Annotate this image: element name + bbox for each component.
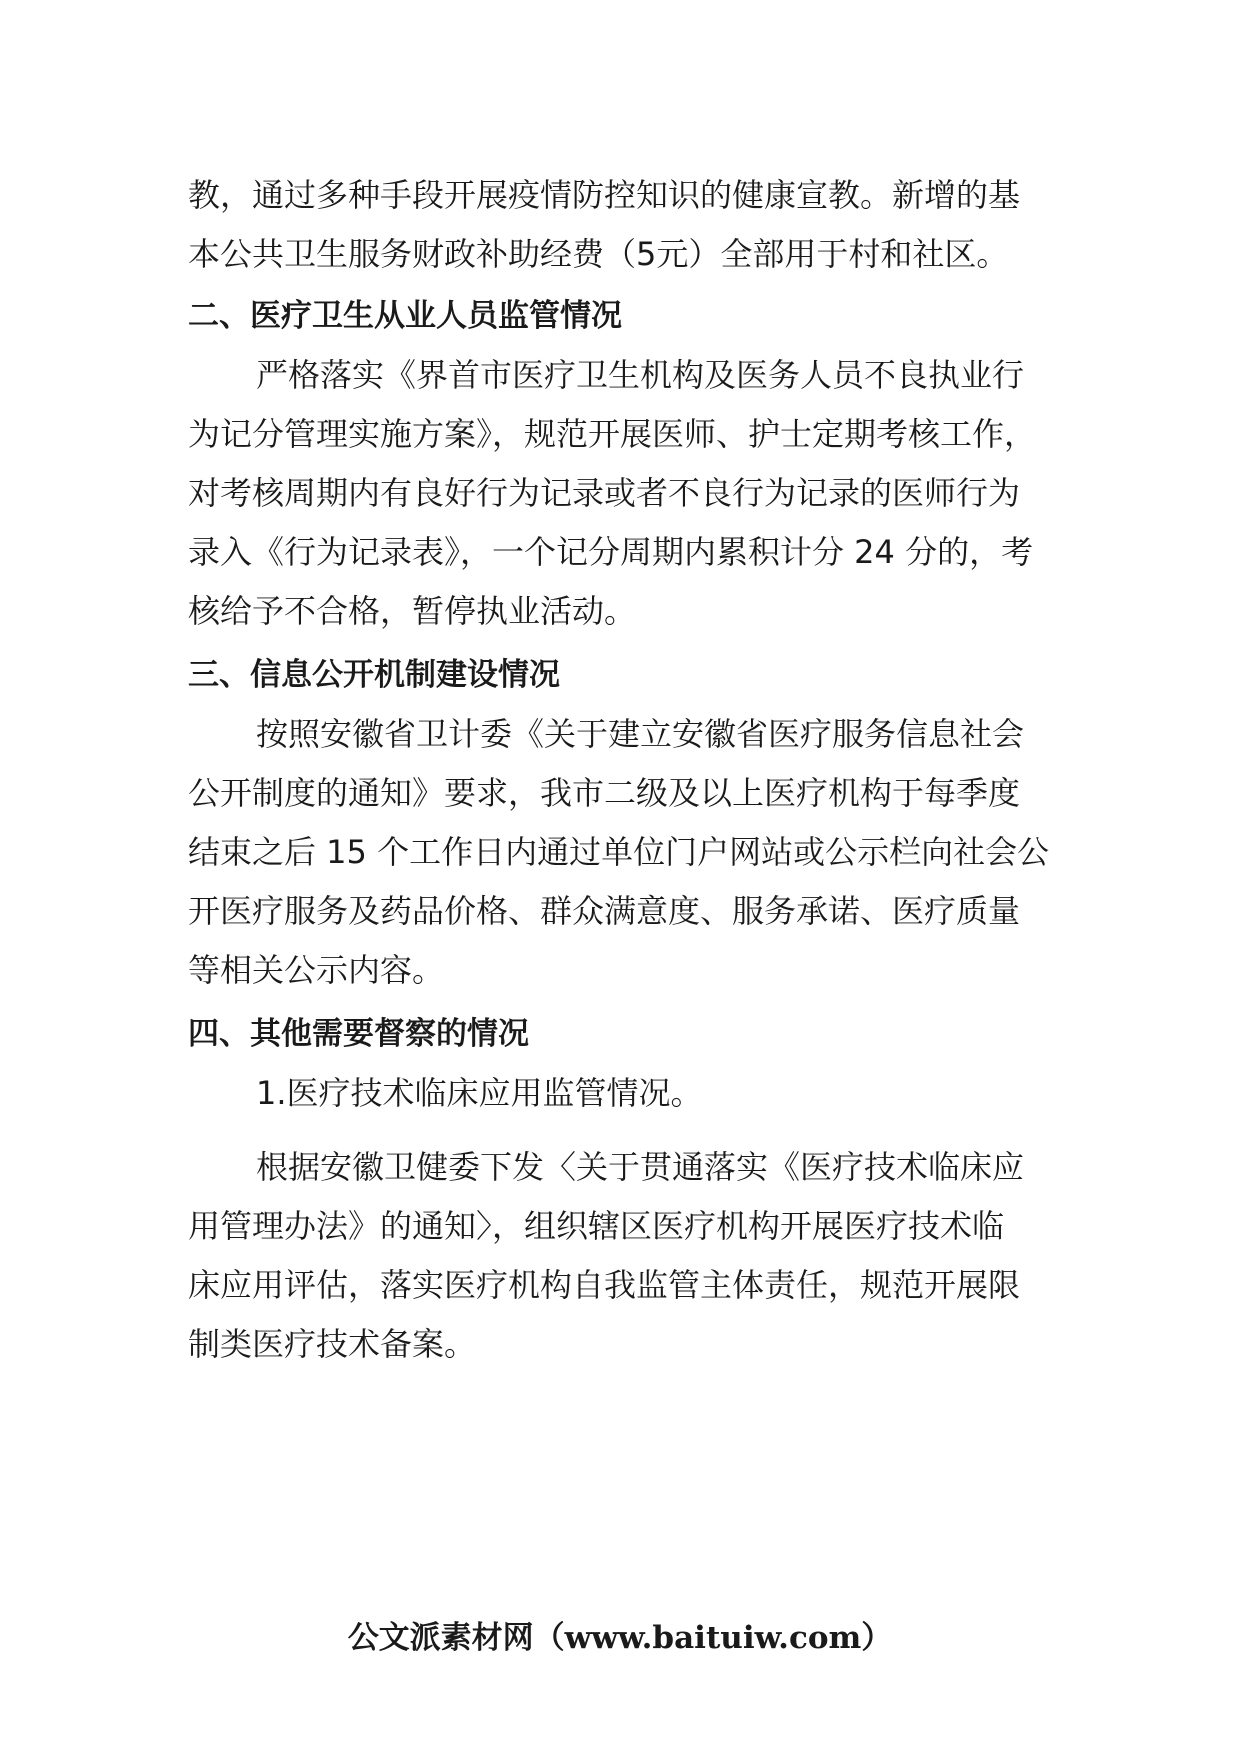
section-heading: 四、其他需要督察的情况 bbox=[188, 1016, 529, 1052]
paragraph-line: 公开制度的通知》要求，我市二级及以上医疗机构于每季度 bbox=[188, 774, 1021, 812]
paragraph-line: 结束之后 15 个工作日内通过单位门户网站或公示栏向社会公 bbox=[188, 833, 1050, 871]
paragraph-line: 对考核周期内有良好行为记录或者不良行为记录的医师行为 bbox=[188, 474, 1021, 512]
paragraph-line: 根据安徽卫健委下发〈关于贯通落实《医疗技术临床应 bbox=[256, 1148, 1025, 1186]
paragraph-line: 为记分管理实施方案》，规范开展医师、护士定期考核工作， bbox=[188, 415, 1037, 453]
paragraph-line: 等相关公示内容。 bbox=[188, 951, 445, 989]
paragraph-line: 按照安徽省卫计委《关于建立安徽省医疗服务信息社会 bbox=[256, 715, 1025, 753]
footer-watermark: 公文派素材网（www.baituiw.com） bbox=[347, 1620, 893, 1656]
paragraph-line: 本公共卫生服务财政补助经费（5元）全部用于村和社区。 bbox=[188, 235, 1009, 273]
paragraph-line: 用管理办法》的通知〉，组织辖区医疗机构开展医疗技术临 bbox=[188, 1207, 1005, 1245]
paragraph-line: 教，通过多种手段开展疫情防控知识的健康宣教。新增的基 bbox=[188, 176, 1021, 214]
paragraph-line: 床应用评估，落实医疗机构自我监管主体责任，规范开展限 bbox=[188, 1266, 1021, 1304]
section-heading: 三、信息公开机制建设情况 bbox=[188, 657, 560, 693]
subsection-heading: 1.医疗技术临床应用监管情况。 bbox=[256, 1074, 703, 1112]
paragraph-line: 严格落实《界首市医疗卫生机构及医务人员不良执业行 bbox=[256, 356, 1025, 394]
section-heading: 二、医疗卫生从业人员监管情况 bbox=[188, 298, 622, 334]
paragraph-line: 开医疗服务及药品价格、群众满意度、服务承诺、医疗质量 bbox=[188, 892, 1021, 930]
paragraph-line: 核给予不合格，暂停执业活动。 bbox=[188, 592, 637, 630]
paragraph-line: 录入《行为记录表》，一个记分周期内累积计分 24 分的，考 bbox=[188, 533, 1034, 571]
paragraph-line: 制类医疗技术备案。 bbox=[188, 1325, 477, 1363]
